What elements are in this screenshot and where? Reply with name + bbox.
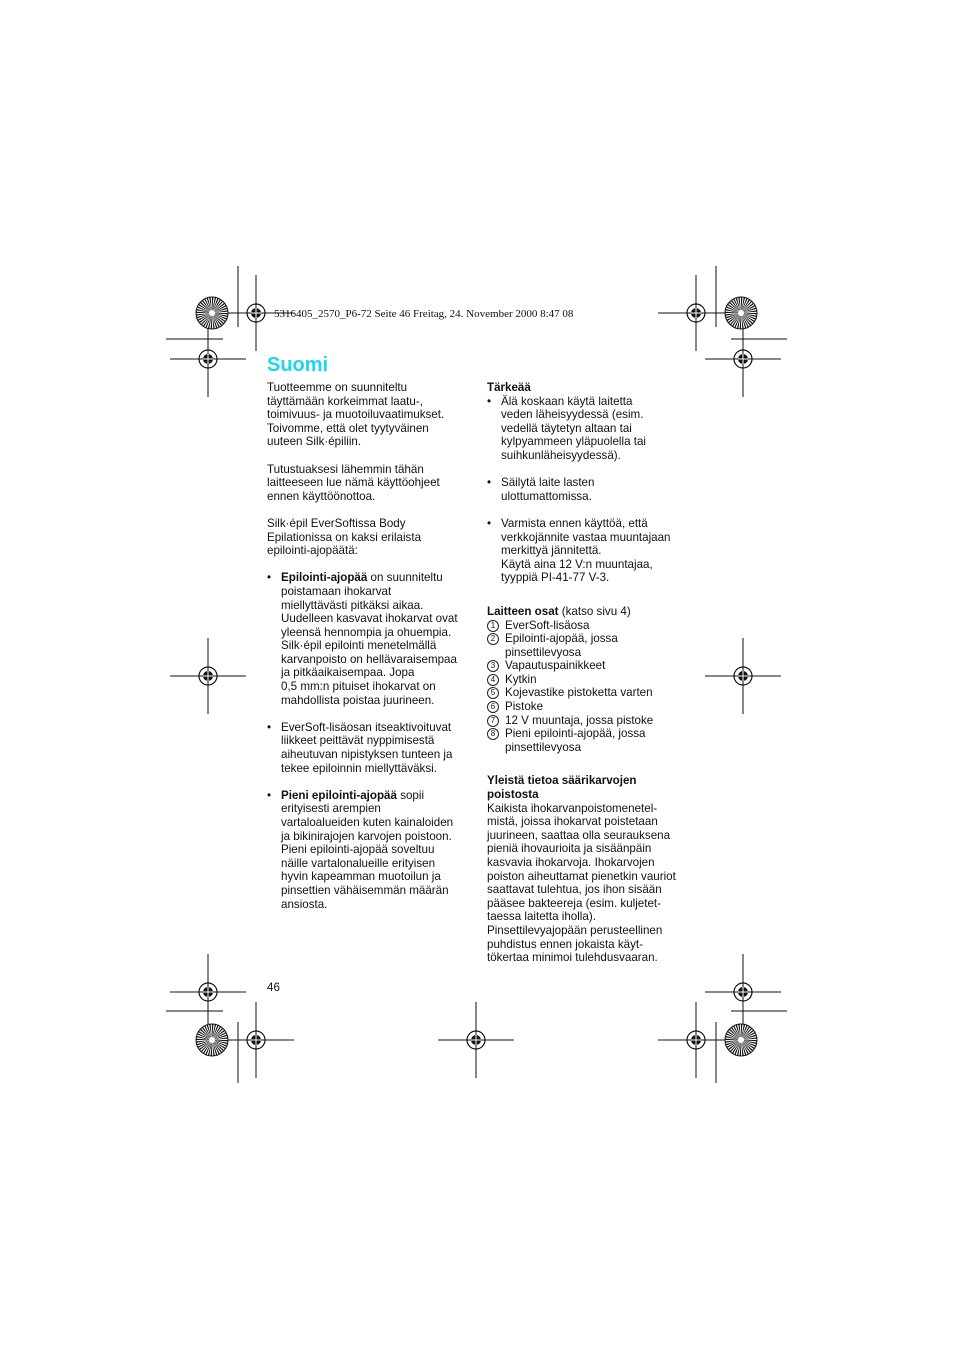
- part-item: [487, 632, 697, 659]
- text-line: EverSoft-lisäosan itseaktivoituvat: [281, 720, 452, 734]
- text-line: Tutustuaksesi lähemmin tähän: [267, 462, 424, 476]
- text-line: Pistoke: [505, 700, 544, 714]
- registration-mark-icon: [170, 954, 246, 1030]
- right-column: [487, 381, 697, 965]
- text-line: Silk·épil epilointi menetelmällä: [281, 639, 437, 653]
- circled-number: 2: [487, 633, 499, 645]
- text-line: yleensä hennompia ja ohuempia.: [281, 625, 452, 639]
- text-line: täyttämään korkeimmat laatu-,: [267, 394, 423, 408]
- text-fragment: on suunniteltu: [367, 571, 443, 585]
- text-line: pääsee bakteereja (esim. kuljetet-: [487, 896, 661, 910]
- star-target-icon: [725, 297, 757, 329]
- text-line: uuteen Silk·épiliin.: [267, 435, 362, 449]
- registration-mark-icon: [218, 1002, 294, 1078]
- circled-number: 6: [487, 701, 499, 713]
- general-paragraph: [487, 802, 697, 965]
- part-item: [487, 659, 697, 673]
- circled-number: 7: [487, 715, 499, 727]
- text-line: laitteeseen lue nämä käyttöohjeet: [267, 476, 440, 490]
- circled-number: 3: [487, 660, 499, 672]
- bullet-icon: •: [267, 720, 272, 734]
- print-slug-line: 5316405_2570_P6-72 Seite 46 Freitag, 24. November 2000 8:47 08: [274, 308, 574, 320]
- text-line: 0,5 mm:n pituiset ihokarvat on: [281, 680, 436, 694]
- text-line: pinsettilevyosa: [505, 645, 582, 659]
- part-item: [487, 673, 697, 687]
- parts-heading: Laitteen osat: [487, 604, 559, 618]
- text-line: Säilytä laite lasten: [501, 476, 595, 490]
- text-line: karvanpoisto on hellävaraisempaa: [281, 652, 457, 666]
- text-fragment: sopii: [396, 788, 425, 802]
- registration-mark-icon: [705, 638, 781, 714]
- text-line: ja bikinirajojen karvojen poistoon.: [281, 829, 452, 843]
- text-line: vedellä täytetyn altaan tai: [501, 421, 632, 435]
- text-line: Pieni epilointi-ajopää, jossa: [505, 727, 646, 741]
- text-line: näille vartalonalueille erityisen: [281, 856, 436, 870]
- text-line: poiston aiheuttamat pienetkin vauriot: [487, 869, 676, 883]
- text-line: veden läheisyydessä (esim.: [501, 408, 644, 422]
- text-line: juurineen, saattaa olla seurauksena: [487, 828, 671, 842]
- text-line: puhdistus ennen jokaista käyt-: [487, 937, 643, 951]
- star-target-icon: [725, 1024, 757, 1056]
- parts-heading-line: [487, 605, 697, 619]
- important-bullet-children: [487, 476, 697, 503]
- registration-mark-icon: [658, 1002, 734, 1078]
- text-line: EverSoft-lisäosa: [505, 618, 590, 632]
- circled-number: 5: [487, 687, 499, 699]
- text-line: liikkeet peittävät nyppimisestä: [281, 734, 435, 748]
- text-line: Toivomme, että olet tyytyväinen: [267, 421, 429, 435]
- bullet-epilation-head: [267, 571, 472, 707]
- text-line: Epilointi-ajopää, jossa: [505, 632, 618, 646]
- text-line: Varmista ennen käyttöä, että: [501, 516, 648, 530]
- circled-number: 4: [487, 674, 499, 686]
- bullet-small-head: [267, 789, 472, 911]
- star-target-icon: [196, 297, 228, 329]
- text-line: Uudelleen kasvavat ihokarvat ovat: [281, 612, 458, 626]
- part-item: [487, 727, 697, 754]
- text-line: Tuotteemme on suunniteltu: [267, 381, 408, 394]
- text-line: tekee epiloinnin miellyttäväksi.: [281, 761, 437, 775]
- text-line: suihkunläheisyydessä).: [501, 448, 621, 462]
- registration-mark-icon: [170, 321, 246, 397]
- text-line: [281, 571, 472, 585]
- bullet-icon: •: [487, 394, 492, 408]
- text-line: epilointi-ajopäätä:: [267, 544, 358, 558]
- bullet-icon: •: [267, 571, 272, 585]
- registration-mark-icon: [438, 1002, 514, 1078]
- text-line: [281, 789, 472, 803]
- text-line: kylpyammeen yläpuolella tai: [501, 435, 646, 449]
- text-line: verkkojännite vastaa muuntajaan: [501, 530, 671, 544]
- text-line: pinsettien vähäisemmän määrän: [281, 883, 449, 897]
- bullet-eversoft: [267, 721, 472, 775]
- text-line: Älä koskaan käytä laitetta: [501, 394, 633, 408]
- general-heading-line: Yleistä tietoa säärikarvojen: [487, 774, 637, 788]
- text-line: Käytä aina 12 V:n muuntajaa,: [501, 557, 653, 571]
- registration-mark-icon: [705, 954, 781, 1030]
- text-line: ulottumattomissa.: [501, 489, 592, 503]
- text-line: Vapautuspainikkeet: [505, 659, 606, 673]
- term-bold: Epilointi-ajopää: [281, 571, 368, 585]
- text-line: ansiosta.: [281, 897, 328, 911]
- left-column: [267, 381, 472, 911]
- page-number: 46: [267, 981, 280, 994]
- part-item: [487, 619, 697, 633]
- text-line: erityisesti arempien: [281, 802, 381, 816]
- important-heading: Tärkeää: [487, 381, 531, 394]
- text-line: Kojevastike pistoketta varten: [505, 686, 653, 700]
- text-line: pinsettilevyosa: [505, 740, 582, 754]
- text-line: 12 V muuntaja, jossa pistoke: [505, 713, 654, 727]
- text-line: Epilationissa on kaksi erilaista: [267, 530, 422, 544]
- registration-mark-icon: [705, 321, 781, 397]
- text-line: merkittyä jännitettä.: [501, 544, 602, 558]
- text-line: ja pitkäaikaisempaa. Jopa: [281, 666, 415, 680]
- text-line: miellyttävästi pitkäksi aikaa.: [281, 598, 424, 612]
- text-line: aiheutuvan nipistyksen tunteen ja: [281, 748, 453, 762]
- text-line: Pieni epilointi-ajopää soveltuu: [281, 843, 435, 857]
- text-line: hyvin kapeamman muotoilun ja: [281, 870, 441, 884]
- text-line: tyyppiä PI-41-77 V-3.: [501, 571, 610, 585]
- heads-paragraph: [267, 517, 472, 558]
- star-target-icon: [196, 1024, 228, 1056]
- part-item: [487, 714, 697, 728]
- term-bold: Pieni epilointi-ajopää: [281, 788, 397, 802]
- registration-mark-icon: [658, 275, 734, 351]
- bullet-icon: •: [487, 476, 492, 490]
- circled-number: 8: [487, 728, 499, 740]
- bullet-icon: •: [267, 788, 272, 802]
- text-line: taessa laitetta iholla).: [487, 910, 596, 924]
- text-line: Pinsettilevyajopään perusteellinen: [487, 923, 663, 937]
- page-title: Suomi: [267, 354, 329, 376]
- general-heading-line: poistosta: [487, 788, 539, 802]
- text-line: Silk·épil EverSoftissa Body: [267, 516, 406, 530]
- text-line: mahdollista poistaa juurineen.: [281, 693, 435, 707]
- circled-number: 1: [487, 620, 499, 632]
- important-bullet-voltage: [487, 517, 697, 585]
- text-line: tökertaa minimoi tulehdusvaaran.: [487, 951, 658, 965]
- text-line: Kytkin: [505, 672, 537, 686]
- bullet-icon: •: [487, 516, 492, 530]
- parts-list: [487, 619, 697, 755]
- text-line: saattavat tulehtua, jos ihon sisään: [487, 883, 662, 897]
- parts-page-ref: (katso sivu 4): [558, 604, 631, 618]
- text-line: Kaikista ihokarvanpoistomenetel-: [487, 801, 658, 815]
- part-item: [487, 700, 697, 714]
- important-bullet-water: [487, 395, 697, 463]
- text-line: kasvavia ihokarvoja. Ihokarvojen: [487, 856, 655, 869]
- registration-mark-icon: [170, 638, 246, 714]
- text-line: poistamaan ihokarvat: [281, 584, 392, 598]
- part-item: [487, 686, 697, 700]
- text-line: pieniä ihovaurioita ja sisäänpäin: [487, 842, 652, 856]
- read-instructions-paragraph: [267, 463, 472, 504]
- intro-paragraph: [267, 381, 472, 449]
- text-line: mistä, joissa ihokarvat poistetaan: [487, 815, 658, 829]
- text-line: vartaloalueiden kuten kainaloiden: [281, 816, 454, 829]
- text-line: toimivuus- ja muotoiluvaatimukset.: [267, 408, 445, 422]
- text-line: ennen käyttöönottoa.: [267, 489, 376, 503]
